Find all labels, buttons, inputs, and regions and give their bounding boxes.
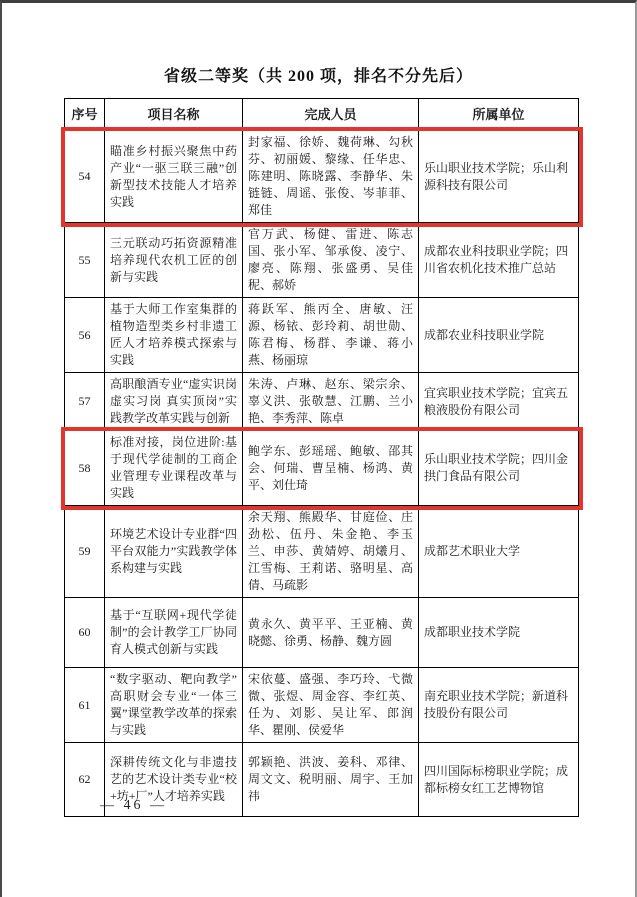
header-organization: 所属单位 [419,99,579,131]
row-members: 朱涛、卢琳、赵东、梁宗余、辜义洪、张敬慧、江鹏、兰小艳、李秀萍、陈卓 [243,373,419,431]
row-members: 鲍学东、彭瑶瑶、鲍敏、邵其会、何瑞、曹呈楠、杨鸿、黄平、刘仕琦 [243,431,419,506]
row-project-name: 标准对接，岗位进阶:基于现代学徒制的工商企业管理专业课程改革与实践 [105,431,243,506]
row-organization: 四川国际标榜职业学院；成都标榜女红工艺博物馆 [419,743,579,817]
row-project-name: 三元联动巧拓资源精准培养现代农机工匠的创新与实践 [105,223,243,298]
row-members: 封家福、徐娇、魏荷琳、勾秋芬、初丽媛、黎缘、任华忠、陈建明、陈晓露、李静华、朱链链、周谣、张俊、岑菲菲、郑佳 [243,131,419,223]
row-project-name: “数字驱动、靶向教学”高职财会专业“一体三翼”课堂教学改革的探索与实践 [105,668,243,743]
page-number: — 46 — [100,798,167,813]
row-project-name: 深耕传统文化与非遗技艺的艺术设计类专业“校+坊+厂”人才培养实践 [105,743,243,817]
award-table [64,98,579,817]
row-members: 余天翔、熊殿华、甘庭俭、庄劲松、伍丹、朱金艳、李玉兰、申莎、黄婧婷、胡爔月、江雪梅、王莉诺、骆明星、高倩、马疏影 [243,506,419,598]
row-organization: 成都艺术职业大学 [419,506,579,598]
row-organization: 成都农业科技职业学院 [419,298,579,373]
table-row [65,431,579,506]
row-organization: 乐山职业技术学院；四川金拱门食品有限公司 [419,431,579,506]
row-project-name: 基于大师工作室集群的植物造型类乡村非遗工匠人才培养模式探索与实践 [105,298,243,373]
row-members: 黄永久、黄平平、王亚楠、黄晓懿、徐勇、杨静、魏方圆 [243,598,419,668]
row-organization: 乐山职业技术学院；乐山利源科技有限公司 [419,131,579,223]
row-organization: 成都职业技术学院 [419,598,579,668]
row-organization: 宜宾职业技术学院；宜宾五粮液股份有限公司 [419,373,579,431]
row-members: 郭颖艳、洪波、姜科、邓律、周文文、税明丽、周宇、王加祎 [243,743,419,817]
row-serial-number: 54 [65,131,105,223]
row-project-name: 瞄准乡村振兴聚焦中药产业“一驱三联三融”创新型技术技能人才培养实践 [105,131,243,223]
header-serial-number: 序号 [65,99,105,131]
table-row [65,298,579,373]
row-serial-number: 60 [65,598,105,668]
row-project-name: 基于“互联网+现代学徒制”的会计教学工厂协同育人模式创新与实践 [105,598,243,668]
row-organization: 成都农业科技职业学院；四川省农机化技术推广总站 [419,223,579,298]
row-project-name: 环境艺术设计专业群“四平台双能力”实践教学体系构建与实践 [105,506,243,598]
row-serial-number: 62 [65,743,105,817]
award-table-body [65,131,579,817]
row-members: 蒋跃军、熊丙全、唐敏、汪源、杨铱、彭玲莉、胡世勋、陈君梅、杨群、李谦、蒋小燕、杨丽琼 [243,298,419,373]
header-members: 完成人员 [243,99,419,131]
row-serial-number: 58 [65,431,105,506]
table-row [65,598,579,668]
row-serial-number: 55 [65,223,105,298]
row-project-name: 高职酿酒专业“虚实识岗 虚实习岗 真实顶岗”实践教学改革实践与创新 [105,373,243,431]
table-header-row [65,99,579,131]
page-title: 省级二等奖（共 200 项，排名不分先后） [163,68,473,85]
row-serial-number: 59 [65,506,105,598]
table-row [65,373,579,431]
row-serial-number: 56 [65,298,105,373]
table-row [65,506,579,598]
table-row [65,223,579,298]
row-serial-number: 61 [65,668,105,743]
table-row [65,668,579,743]
row-members: 宋依蔓、盛强、李巧玲、弋微微、张煜、周金容、李红英、任为、刘影、吴让军、郎润华、瞿刚、侯爱华 [243,668,419,743]
header-project-name: 项目名称 [105,99,243,131]
row-organization: 南充职业技术学院；新道科技股份有限公司 [419,668,579,743]
row-serial-number: 57 [65,373,105,431]
row-members: 官万武、杨健、雷进、陈志国、张小军、邹承俊、凌宁、廖亮、陈翔、张盛勇、吴佳秜、郝娇 [243,223,419,298]
table-row [65,131,579,223]
